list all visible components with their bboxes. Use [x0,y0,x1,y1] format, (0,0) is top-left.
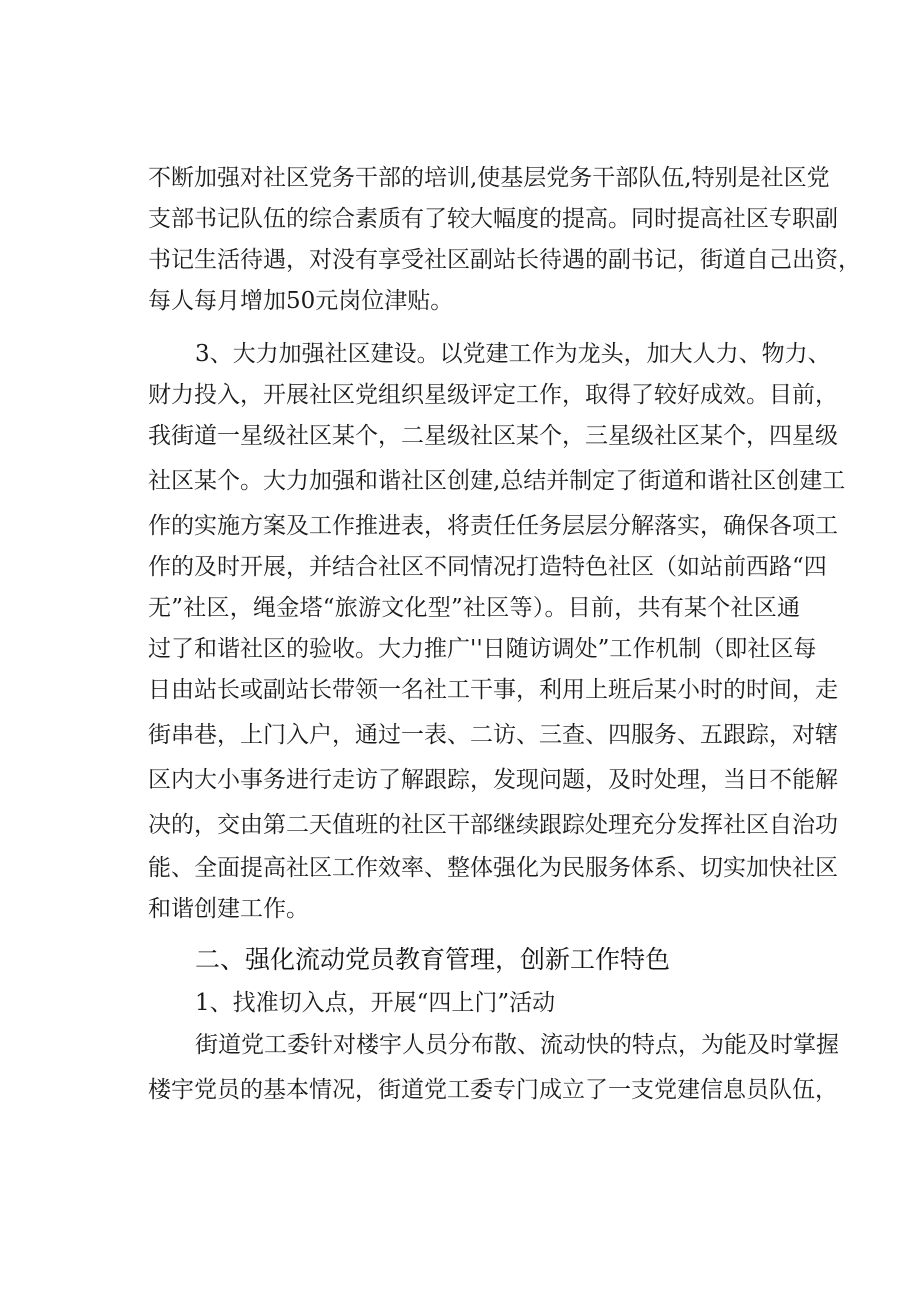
paragraph-line: 财力投入，开展社区党组织星级评定工作，取得了较好成效。目前， [148,382,838,408]
paragraph-line: 街道党工委针对楼宇人员分布散、流动快的特点，为能及时掌握 [195,1032,839,1058]
paragraph-line: 3、大力加强社区建设。以党建工作为龙头，加大人力、物力、 [195,341,831,367]
paragraph-line: 和谐创建工作。 [148,896,309,922]
paragraph-line: 楼宇党员的基本情况，街道党工委专门成立了一支党建信息员队伍， [148,1077,838,1103]
paragraph-line: 社区某个。大力加强和谐社区创建,总结并制定了街道和谐社区创建工 [148,468,846,494]
paragraph-line: 能、全面提高社区工作效率、整体强化为民服务体系、切实加快社区 [148,855,838,881]
paragraph-line: 街串巷，上门入户，通过一表、二访、三查、四服务、五跟踪，对辖 [148,722,838,748]
paragraph-line: 决的，交由第二天值班的社区干部继续跟踪处理充分发挥社区自治功 [148,812,838,838]
paragraph-line: 支部书记队伍的综合素质有了较大幅度的提高。同时提高社区专职副 [148,206,838,232]
subsection-heading: 1、找准切入点，开展“四上门”活动 [195,990,556,1016]
paragraph-line: 区内大小事务进行走访了解跟踪，发现问题，及时处理，当日不能解 [148,767,838,793]
paragraph-line: 不断加强对社区党务干部的培训,使基层党务干部队伍,特别是社区党 [148,165,830,191]
paragraph-line: 作的及时开展，并结合社区不同情况打造特色社区（如站前西路“四 [148,554,827,580]
section-heading: 二、强化流动党员教育管理，创新工作特色 [195,945,671,974]
paragraph-line: 我街道一星级社区某个，二星级社区某个，三星级社区某个，四星级 [148,423,838,449]
paragraph-line: 过了和谐社区的验收。大力推广''日随访调处”工作机制（即社区每 [148,636,817,662]
paragraph-line: 每人每月增加50元岗位津贴。 [148,288,454,314]
paragraph-line: 无”社区，绳金塔“旅游文化型”社区等）。目前，共有某个社区通 [148,595,800,621]
paragraph-line: 作的实施方案及工作推进表，将责任任务层层分解落实，确保各项工 [148,513,838,539]
paragraph-line: 书记生活待遇，对没有享受社区副站长待遇的副书记，街道自己出资， [148,247,861,273]
paragraph-line: 日由站长或副站长带领一名社工干事，利用上班后某小时的时间，走 [148,677,838,703]
